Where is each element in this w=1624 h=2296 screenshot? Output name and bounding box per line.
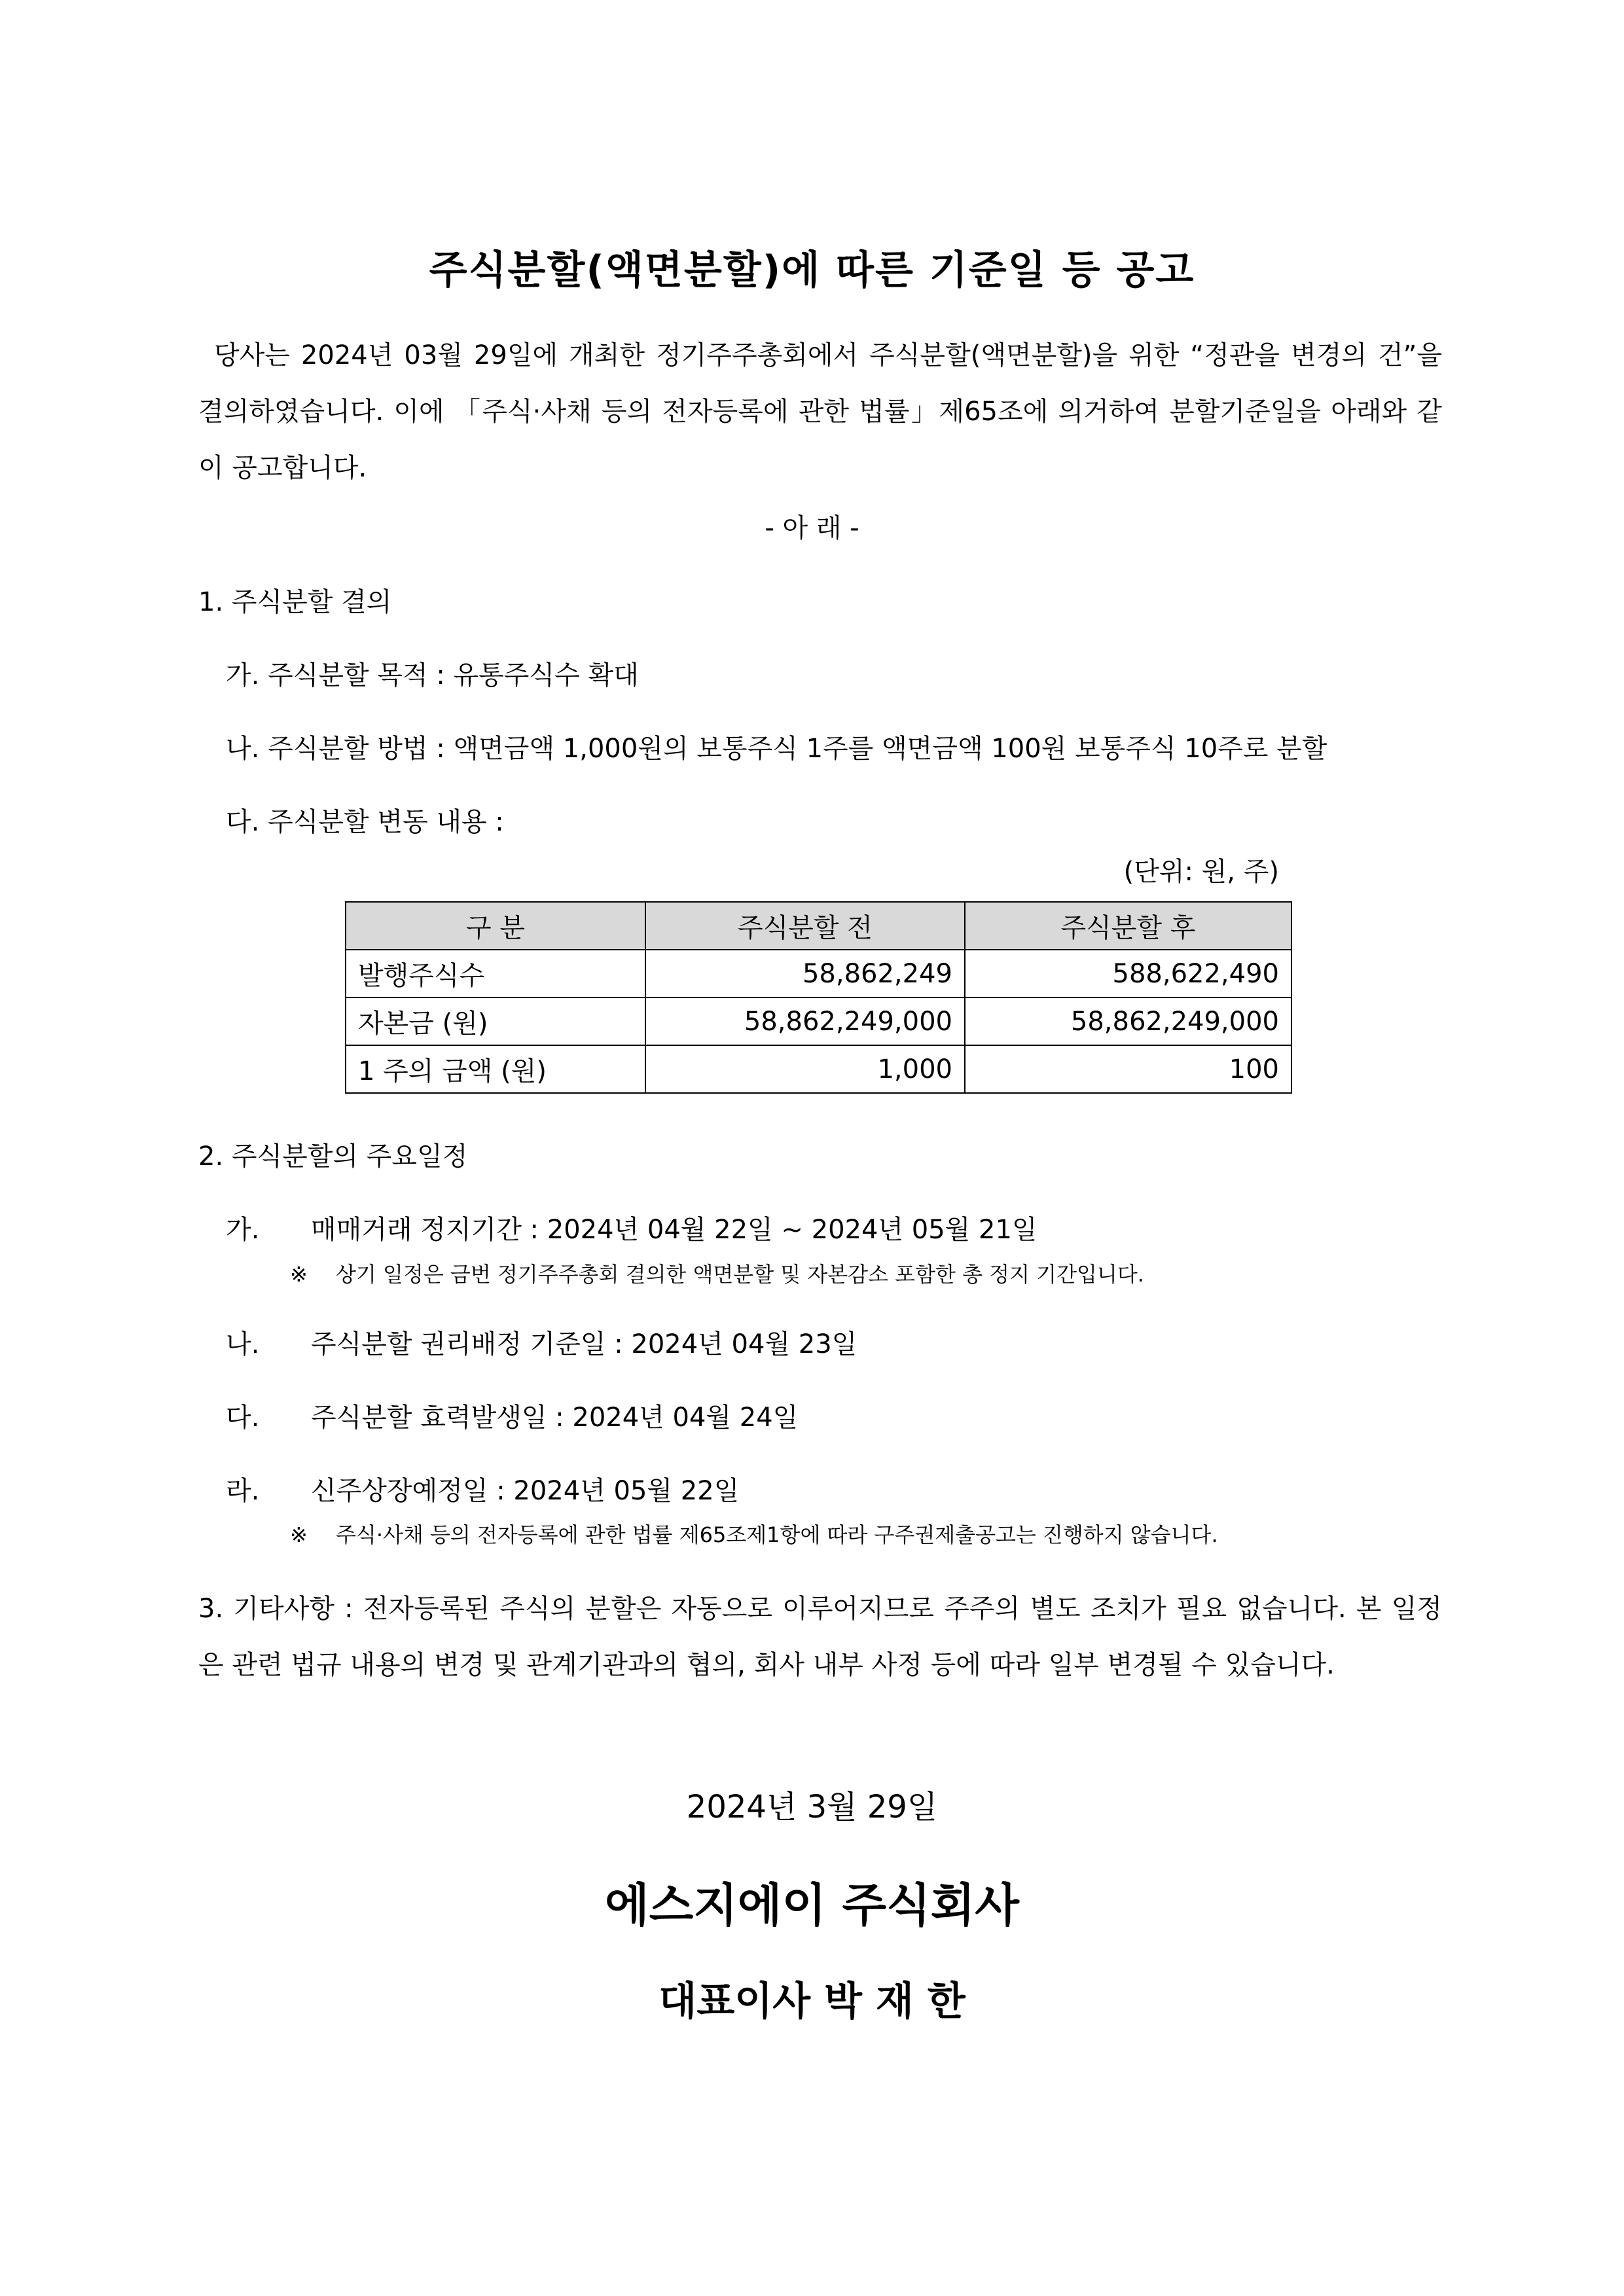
- notice-date: 2024년 3월 29일: [686, 1789, 938, 1825]
- schedule-item-text: 매매거래 정지기간 : 2024년 04월 22일 ~ 2024년 05월 21일: [311, 1215, 1038, 1245]
- separator-text: - 아 래 -: [765, 513, 859, 543]
- schedule-item-text: 주식분할 효력발생일 : 2024년 04월 24일: [311, 1403, 799, 1433]
- unit-note: (단위: 원, 주): [1123, 857, 1279, 887]
- note-text: 상기 일정은 금번 정기주주총회 결의한 액면분할 및 자본감소 포함한 총 정지 기간입니다.: [336, 1262, 1144, 1287]
- split-change-table: [345, 901, 1292, 1094]
- section1-item-a: 가. 주식분할 목적 : 유통주식수 확대: [226, 660, 639, 691]
- table-header-before: 주식분할 전: [645, 902, 965, 950]
- schedule-item: [226, 1470, 739, 1507]
- schedule-note: [290, 1258, 1144, 1288]
- table-cell-label: 1 주의 금액 (원): [346, 1045, 645, 1093]
- schedule-item: [226, 1397, 798, 1434]
- table-cell-after: 588,622,490: [965, 950, 1291, 997]
- note-text: 주식·사채 등의 전자등록에 관한 법률 제65조제1항에 따라 구주권제출공고는 진행하지 않습니다.: [336, 1522, 1218, 1547]
- section1-item-b: 나. 주식분할 방법 : 액면금액 1,000원의 보통주식 1주를 액면금액 100원 보통주식 10주로 분할: [226, 734, 1327, 764]
- table-cell-label: 발행주식수: [346, 950, 645, 997]
- section3-paragraph: 3. 기타사항 : 전자등록된 주식의 분할은 자동으로 이루어지므로 주주의 별도 조치가 필요 없습니다. 본 일정은 관련 법규 내용의 변경 및 관계기관과의 협의, 회사 내부 사정 등에 따라 일부 변경될 수 있습니다.: [198, 1594, 1442, 1680]
- schedule-item-text: 주식분할 권리배정 기준일 : 2024년 04월 23일: [311, 1329, 857, 1359]
- schedule-item: [226, 1209, 1038, 1246]
- table-cell-after: 100: [965, 1045, 1291, 1093]
- schedule-note: [290, 1518, 1218, 1549]
- table-cell-after: 58,862,249,000: [965, 997, 1291, 1045]
- table-cell-before: 58,862,249,000: [645, 997, 965, 1045]
- table-cell-before: 58,862,249: [645, 950, 965, 997]
- table-row: [346, 950, 1291, 997]
- table-header-row: [346, 902, 1291, 950]
- schedule-item: [226, 1323, 857, 1361]
- section1-heading: 1. 주식분할 결의: [198, 587, 392, 617]
- schedule-item-text: 신주상장예정일 : 2024년 05월 22일: [311, 1476, 740, 1506]
- table-cell-before: 1,000: [645, 1045, 965, 1093]
- schedule-item-prefix: 가.: [226, 1215, 260, 1245]
- note-mark: ※: [290, 1522, 308, 1547]
- section1-item-c: 다. 주식분할 변동 내용 :: [226, 807, 504, 837]
- table-row: [346, 997, 1291, 1045]
- schedule-item-prefix: 라.: [226, 1476, 260, 1506]
- intro-paragraph: 당사는 2024년 03월 29일에 개최한 정기주주총회에서 주식분할(액면분할)을 위한 “정관을 변경의 건”을 결의하였습니다. 이에 「주식·사채 등의 전자등록에 관한 법률」제65조에 의거하여 분할기준일을 아래와 같이 공고합니다.: [198, 340, 1442, 483]
- table-row: [346, 1045, 1291, 1093]
- schedule-item-prefix: 다.: [226, 1403, 260, 1433]
- table-header-after: 주식분할 후: [965, 902, 1291, 950]
- document-title: 주식분할(액면분할)에 따른 기준일 등 공고: [429, 247, 1195, 293]
- company-name: 에스지에이 주식회사: [605, 1878, 1019, 1932]
- schedule-item-prefix: 나.: [226, 1329, 260, 1359]
- ceo-name: 대표이사 박 재 한: [659, 1979, 965, 2024]
- note-mark: ※: [290, 1262, 308, 1287]
- table-cell-label: 자본금 (원): [346, 997, 645, 1045]
- table-header-category: 구 분: [346, 902, 645, 950]
- section2-heading: 2. 주식분할의 주요일정: [198, 1141, 468, 1172]
